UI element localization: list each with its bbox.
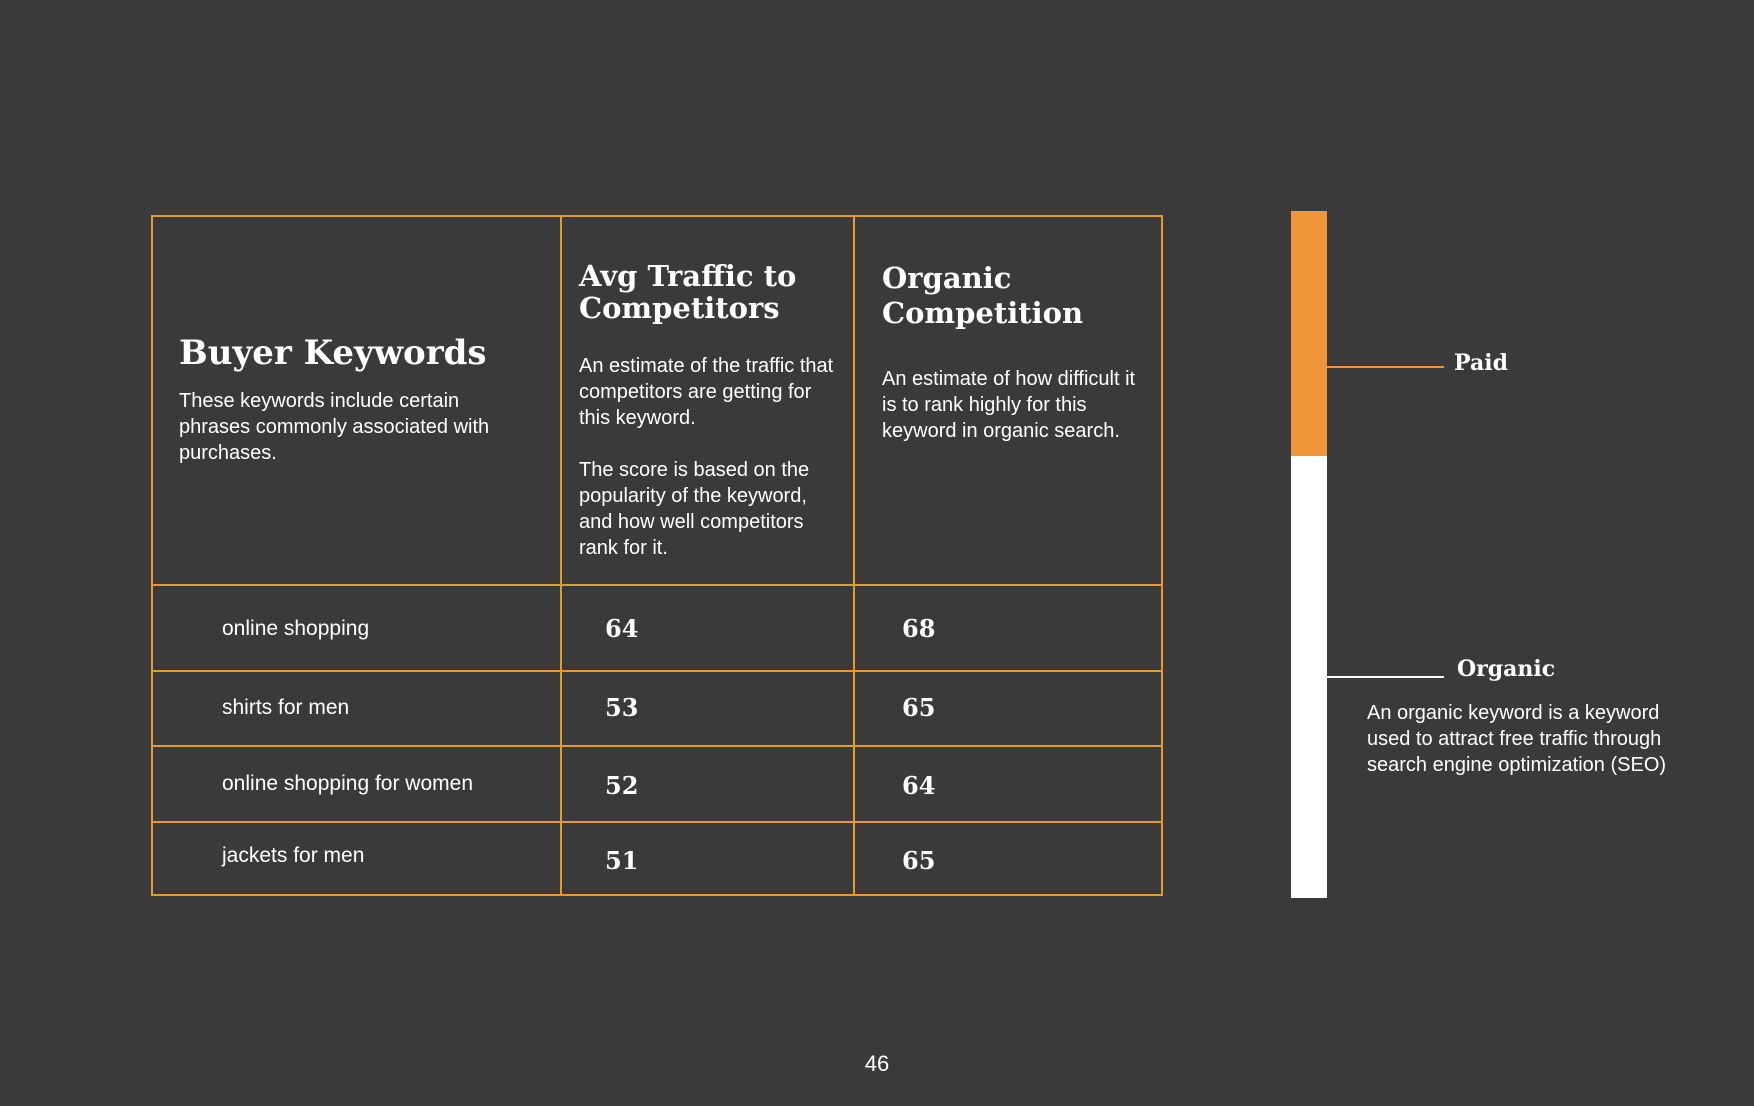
avg-traffic-title: Avg Traffic to Competitors <box>579 259 797 325</box>
table-row-competition: 64 <box>902 771 936 800</box>
paid-organic-bar <box>1291 211 1327 898</box>
paid-label: Paid <box>1454 350 1508 376</box>
paid-leader-line <box>1327 366 1444 368</box>
buyer-keywords-title: Buyer Keywords <box>179 333 487 373</box>
organic-competition-title: Organic Competition <box>882 261 1084 330</box>
organic-competition-description: An estimate of how difficult it is to rank highly for this keyword in organic search. <box>882 368 1136 442</box>
column-divider <box>560 217 562 894</box>
row-divider <box>153 745 1161 747</box>
table-row-keyword: online shopping <box>222 617 370 640</box>
row-divider <box>153 584 1161 586</box>
table-row-traffic: 51 <box>605 846 639 875</box>
row-divider <box>153 821 1161 823</box>
table-row-competition: 65 <box>902 693 936 722</box>
table-row-traffic: 64 <box>605 614 639 643</box>
organic-leader-line <box>1327 676 1444 678</box>
buyer-keywords-description: These keywords include certain phrases commonly associated with purchases. <box>179 390 490 464</box>
table-row-competition: 68 <box>902 614 936 643</box>
table-row-competition: 65 <box>902 846 936 875</box>
table-row-keyword: online shopping for women <box>222 772 473 795</box>
avg-traffic-description: An estimate of the traffic that competitors are getting for this keyword. The score is based on the popularity of the keyword, and how well competitors rank for it. <box>579 355 834 559</box>
table-row-keyword: shirts for men <box>222 696 350 719</box>
organic-description: An organic keyword is a keyword used to attract free traffic through search engine optimization (SEO) <box>1367 702 1667 776</box>
organic-label: Organic <box>1457 656 1556 682</box>
page-number: 46 <box>864 1051 890 1076</box>
table-row-traffic: 52 <box>605 771 639 800</box>
table-row-traffic: 53 <box>605 693 639 722</box>
column-divider <box>853 217 855 894</box>
row-divider <box>153 670 1161 672</box>
organic-segment <box>1291 456 1327 898</box>
keyword-table <box>151 215 1163 896</box>
table-row-keyword: jackets for men <box>222 844 365 867</box>
paid-segment <box>1291 211 1327 456</box>
